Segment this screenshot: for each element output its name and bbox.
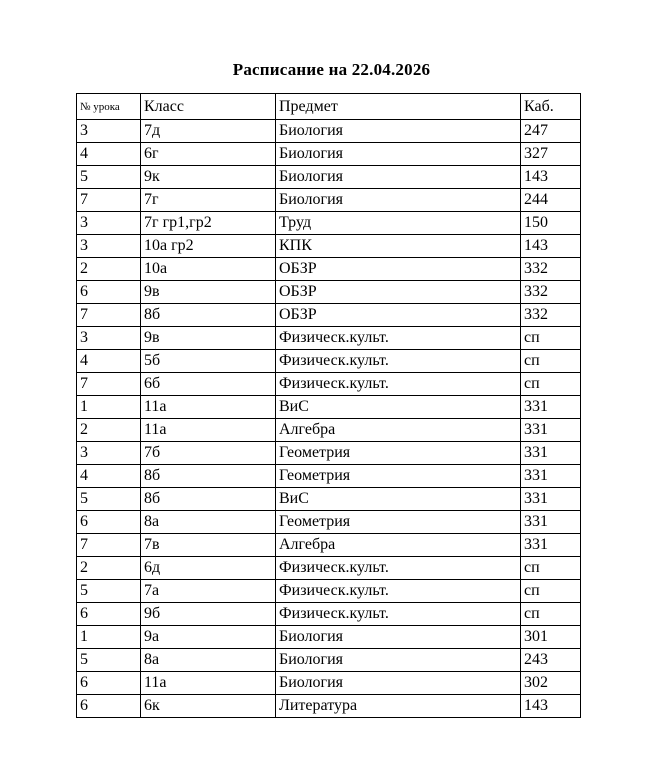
- cell-lesson-number: 7: [77, 373, 141, 396]
- cell-lesson-number: 7: [77, 189, 141, 212]
- cell-subject: ОБЗР: [276, 304, 521, 327]
- cell-lesson-number: 4: [77, 143, 141, 166]
- cell-lesson-number: 5: [77, 166, 141, 189]
- table-row: [77, 235, 581, 258]
- cell-room: 243: [521, 649, 581, 672]
- header-lesson-number: № урока: [77, 94, 141, 120]
- cell-class: 9в: [141, 327, 276, 350]
- cell-class: 11а: [141, 419, 276, 442]
- cell-class: 8а: [141, 511, 276, 534]
- cell-class: 8б: [141, 304, 276, 327]
- cell-subject: Биология: [276, 166, 521, 189]
- cell-room: сп: [521, 603, 581, 626]
- cell-class: 7г: [141, 189, 276, 212]
- cell-lesson-number: 7: [77, 534, 141, 557]
- cell-lesson-number: 6: [77, 511, 141, 534]
- table-row: [77, 534, 581, 557]
- table-row: [77, 327, 581, 350]
- cell-room: 244: [521, 189, 581, 212]
- cell-class: 9к: [141, 166, 276, 189]
- cell-room: 143: [521, 166, 581, 189]
- cell-class: 8б: [141, 488, 276, 511]
- table-row: [77, 465, 581, 488]
- cell-subject: ОБЗР: [276, 258, 521, 281]
- cell-subject: Физическ.культ.: [276, 603, 521, 626]
- cell-subject: Физическ.культ.: [276, 373, 521, 396]
- cell-class: 9в: [141, 281, 276, 304]
- table-row: [77, 304, 581, 327]
- cell-subject: Биология: [276, 143, 521, 166]
- table-row: [77, 580, 581, 603]
- table-row: [77, 143, 581, 166]
- table-row: [77, 281, 581, 304]
- cell-subject: Геометрия: [276, 442, 521, 465]
- table-row: [77, 442, 581, 465]
- table-row: [77, 695, 581, 718]
- cell-class: 7в: [141, 534, 276, 557]
- schedule-table: [76, 93, 581, 718]
- cell-room: 332: [521, 304, 581, 327]
- cell-room: 327: [521, 143, 581, 166]
- cell-room: 331: [521, 488, 581, 511]
- table-row: [77, 189, 581, 212]
- cell-subject: Биология: [276, 649, 521, 672]
- cell-room: 331: [521, 442, 581, 465]
- table-row: [77, 557, 581, 580]
- cell-class: 10а: [141, 258, 276, 281]
- cell-subject: Физическ.культ.: [276, 350, 521, 373]
- cell-subject: Алгебра: [276, 534, 521, 557]
- table-row: [77, 672, 581, 695]
- cell-lesson-number: 2: [77, 258, 141, 281]
- table-row: [77, 649, 581, 672]
- cell-subject: Биология: [276, 120, 521, 143]
- cell-class: 11а: [141, 396, 276, 419]
- schedule-body: [77, 120, 581, 718]
- header-subject: Предмет: [276, 94, 521, 120]
- cell-lesson-number: 3: [77, 442, 141, 465]
- cell-room: сп: [521, 580, 581, 603]
- cell-class: 6д: [141, 557, 276, 580]
- table-row: [77, 258, 581, 281]
- cell-class: 9а: [141, 626, 276, 649]
- cell-room: 247: [521, 120, 581, 143]
- cell-lesson-number: 6: [77, 672, 141, 695]
- cell-subject: Биология: [276, 626, 521, 649]
- cell-subject: Труд: [276, 212, 521, 235]
- table-row: [77, 120, 581, 143]
- cell-lesson-number: 5: [77, 649, 141, 672]
- cell-subject: Алгебра: [276, 419, 521, 442]
- table-row: [77, 212, 581, 235]
- cell-subject: КПК: [276, 235, 521, 258]
- page-title: Расписание на 22.04.2026: [232, 60, 431, 79]
- cell-room: сп: [521, 350, 581, 373]
- cell-room: 143: [521, 695, 581, 718]
- cell-lesson-number: 1: [77, 626, 141, 649]
- cell-lesson-number: 6: [77, 695, 141, 718]
- cell-subject: Геометрия: [276, 465, 521, 488]
- cell-room: 331: [521, 511, 581, 534]
- table-row: [77, 626, 581, 649]
- table-row: [77, 166, 581, 189]
- table-row: [77, 350, 581, 373]
- cell-room: сп: [521, 557, 581, 580]
- cell-lesson-number: 5: [77, 580, 141, 603]
- cell-class: 8а: [141, 649, 276, 672]
- cell-subject: Биология: [276, 189, 521, 212]
- cell-lesson-number: 2: [77, 419, 141, 442]
- cell-lesson-number: 3: [77, 327, 141, 350]
- table-header-row: [77, 94, 581, 120]
- cell-room: 301: [521, 626, 581, 649]
- cell-lesson-number: 3: [77, 212, 141, 235]
- table-row: [77, 511, 581, 534]
- cell-subject: Физическ.культ.: [276, 557, 521, 580]
- cell-class: 11а: [141, 672, 276, 695]
- cell-subject: ВиС: [276, 488, 521, 511]
- cell-lesson-number: 4: [77, 350, 141, 373]
- cell-subject: ОБЗР: [276, 281, 521, 304]
- cell-lesson-number: 6: [77, 603, 141, 626]
- cell-class: 6б: [141, 373, 276, 396]
- cell-lesson-number: 2: [77, 557, 141, 580]
- cell-room: 302: [521, 672, 581, 695]
- cell-room: 331: [521, 534, 581, 557]
- cell-class: 9б: [141, 603, 276, 626]
- table-row: [77, 488, 581, 511]
- cell-class: 8б: [141, 465, 276, 488]
- cell-room: 143: [521, 235, 581, 258]
- cell-lesson-number: 6: [77, 281, 141, 304]
- cell-room: 331: [521, 396, 581, 419]
- cell-lesson-number: 5: [77, 488, 141, 511]
- table-row: [77, 603, 581, 626]
- cell-class: 7а: [141, 580, 276, 603]
- cell-subject: Литература: [276, 695, 521, 718]
- cell-room: 332: [521, 281, 581, 304]
- cell-room: 150: [521, 212, 581, 235]
- cell-subject: ВиС: [276, 396, 521, 419]
- cell-subject: Физическ.культ.: [276, 327, 521, 350]
- cell-room: сп: [521, 327, 581, 350]
- table-row: [77, 396, 581, 419]
- cell-class: 10а гр2: [141, 235, 276, 258]
- table-row: [77, 373, 581, 396]
- cell-subject: Физическ.культ.: [276, 580, 521, 603]
- cell-subject: Геометрия: [276, 511, 521, 534]
- cell-class: 5б: [141, 350, 276, 373]
- cell-lesson-number: 3: [77, 120, 141, 143]
- header-room: Каб.: [521, 94, 581, 120]
- cell-room: 332: [521, 258, 581, 281]
- cell-lesson-number: 7: [77, 304, 141, 327]
- cell-class: 7г гр1,гр2: [141, 212, 276, 235]
- cell-class: 7б: [141, 442, 276, 465]
- cell-room: 331: [521, 419, 581, 442]
- cell-lesson-number: 4: [77, 465, 141, 488]
- cell-class: 6к: [141, 695, 276, 718]
- header-class: Класс: [141, 94, 276, 120]
- cell-room: 331: [521, 465, 581, 488]
- cell-lesson-number: 1: [77, 396, 141, 419]
- cell-class: 6г: [141, 143, 276, 166]
- cell-lesson-number: 3: [77, 235, 141, 258]
- cell-room: сп: [521, 373, 581, 396]
- cell-subject: Биология: [276, 672, 521, 695]
- table-row: [77, 419, 581, 442]
- cell-class: 7д: [141, 120, 276, 143]
